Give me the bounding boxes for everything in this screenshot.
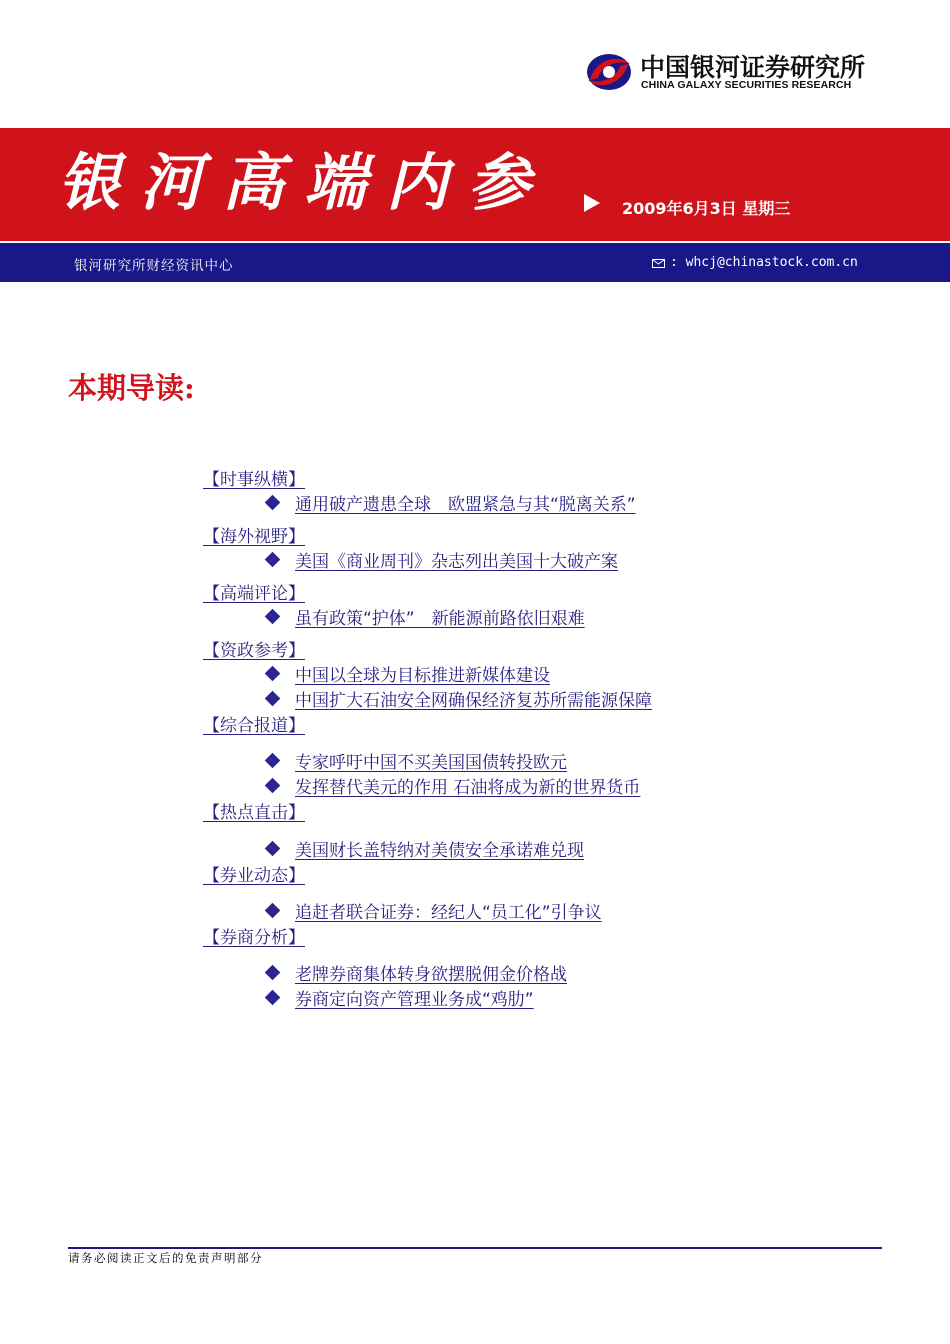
list-item[interactable]: [265, 964, 567, 986]
article-link[interactable]: 券商定向资产管理业务成“鸡肋”: [295, 990, 534, 1010]
section-header[interactable]: 【券业动态】: [203, 866, 305, 886]
article-link[interactable]: 追赶者联合证券：经纪人“员工化”引争议: [295, 903, 602, 923]
section-header[interactable]: 【综合报道】: [203, 716, 305, 736]
disclaimer-note: 请务必阅读正文后的免责声明部分: [68, 1251, 263, 1265]
logo-name-en: CHINA GALAXY SECURITIES RESEARCH: [641, 79, 852, 91]
list-item[interactable]: [265, 665, 550, 687]
diamond-bullet-icon: [265, 691, 281, 707]
page-title: 本期导读:: [68, 371, 195, 405]
diamond-bullet-icon: [265, 552, 281, 568]
list-item[interactable]: [265, 608, 585, 630]
diamond-bullet-icon: [265, 778, 281, 794]
list-item[interactable]: [265, 777, 640, 799]
diamond-bullet-icon: [265, 903, 281, 919]
section-header[interactable]: 【海外视野】: [203, 527, 305, 547]
play-arrow-icon: [584, 194, 600, 212]
diamond-bullet-icon: [265, 841, 281, 857]
brand-logo: [586, 48, 886, 96]
section-header[interactable]: 【资政参考】: [203, 641, 305, 661]
diamond-bullet-icon: [265, 666, 281, 682]
article-link[interactable]: 虽有政策“护体” 新能源前路依旧艰难: [295, 609, 585, 629]
diamond-bullet-icon: [265, 495, 281, 511]
issue-date: 2009年6月3日 星期三: [622, 199, 791, 218]
list-item[interactable]: [265, 690, 652, 712]
article-link[interactable]: 发挥替代美元的作用 石油将成为新的世界货币: [295, 778, 641, 798]
section-header[interactable]: 【时事纵横】: [203, 470, 305, 490]
article-link[interactable]: 中国扩大石油安全网确保经济复苏所需能源保障: [295, 691, 652, 711]
logo-name-cn: 中国银河证券研究所: [640, 53, 866, 82]
article-link[interactable]: 中国以全球为目标推进新媒体建设: [295, 666, 550, 686]
section-header[interactable]: 【券商分析】: [203, 928, 305, 948]
list-item[interactable]: [265, 752, 567, 774]
diamond-bullet-icon: [265, 609, 281, 625]
article-link[interactable]: 美国财长盖特纳对美债安全承诺难兑现: [295, 841, 584, 861]
diamond-bullet-icon: [265, 753, 281, 769]
section-header[interactable]: 【高端评论】: [203, 584, 305, 604]
list-item[interactable]: [265, 494, 636, 516]
contact-email[interactable]: : whcj@chinastock.com.cn: [670, 255, 858, 270]
article-link[interactable]: 老牌券商集体转身欲摆脱佣金价格战: [295, 965, 567, 985]
diamond-bullet-icon: [265, 965, 281, 981]
list-item[interactable]: [265, 840, 584, 862]
footer-divider: [68, 1247, 882, 1249]
diamond-bullet-icon: [265, 990, 281, 1006]
department-name: 银河研究所财经资讯中心: [74, 258, 234, 274]
section-header[interactable]: 【热点直击】: [203, 803, 305, 823]
list-item[interactable]: [265, 989, 534, 1011]
article-link[interactable]: 通用破产遗患全球 欧盟紧急与其“脱离关系”: [295, 495, 636, 515]
list-item[interactable]: [265, 902, 602, 924]
galaxy-swirl-logo-icon: [586, 50, 632, 94]
article-link[interactable]: 美国《商业周刊》杂志列出美国十大破产案: [295, 552, 618, 572]
envelope-icon: [652, 259, 665, 268]
banner-title: 银河高端内参: [58, 146, 551, 219]
list-item[interactable]: [265, 551, 618, 573]
article-link[interactable]: 专家呼吁中国不买美国国债转投欧元: [295, 753, 567, 773]
